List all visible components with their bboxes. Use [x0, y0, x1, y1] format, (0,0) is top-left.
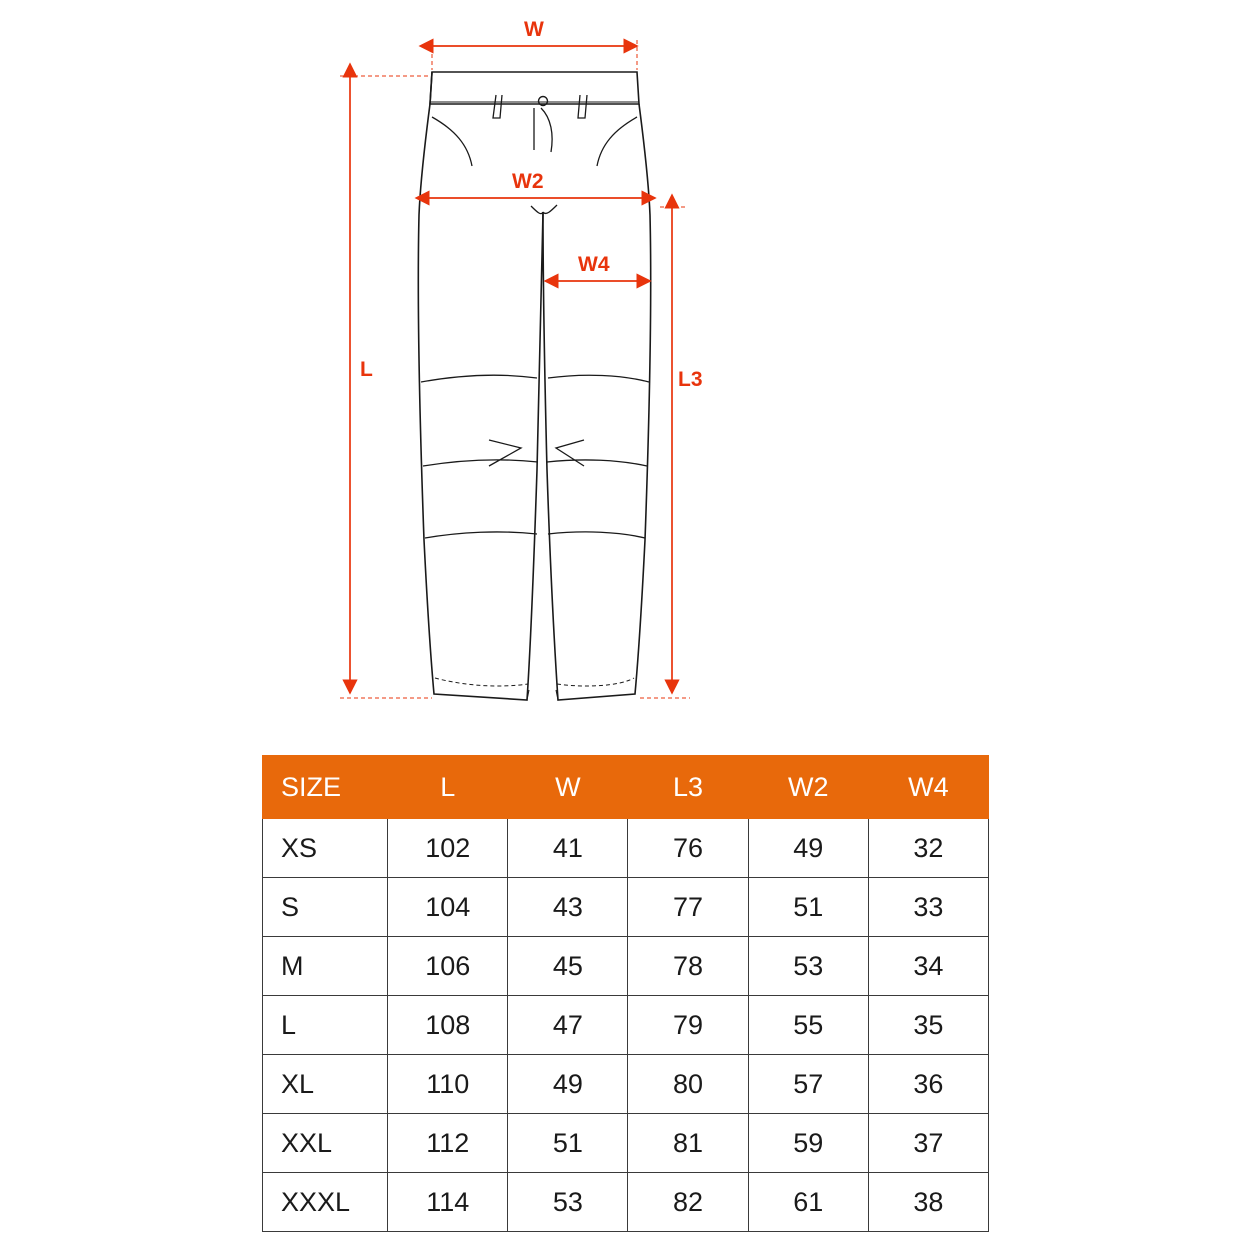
- table-row: [263, 1114, 989, 1173]
- dimension-label-w2: W2: [512, 170, 544, 193]
- cell-w: 49: [508, 1055, 628, 1114]
- cell-size: L: [263, 996, 388, 1055]
- column-header-w: W: [508, 756, 628, 819]
- cell-w4: 34: [868, 937, 988, 996]
- cell-l: 106: [388, 937, 508, 996]
- cell-w: 53: [508, 1173, 628, 1232]
- cell-size: XXL: [263, 1114, 388, 1173]
- cell-w: 43: [508, 878, 628, 937]
- cell-w2: 57: [748, 1055, 868, 1114]
- table-header-row: [263, 756, 989, 819]
- cell-w: 45: [508, 937, 628, 996]
- column-header-size: SIZE: [263, 756, 388, 819]
- table-row: [263, 1173, 989, 1232]
- size-table-container: [262, 755, 989, 1232]
- column-header-w4: W4: [868, 756, 988, 819]
- dimension-label-l3: L3: [678, 368, 703, 391]
- cell-w2: 59: [748, 1114, 868, 1173]
- cell-w2: 51: [748, 878, 868, 937]
- cell-w4: 37: [868, 1114, 988, 1173]
- cell-w2: 55: [748, 996, 868, 1055]
- cell-l: 102: [388, 819, 508, 878]
- cell-w2: 61: [748, 1173, 868, 1232]
- dimension-label-w4: W4: [578, 253, 610, 276]
- cell-size: XS: [263, 819, 388, 878]
- cell-w: 41: [508, 819, 628, 878]
- dimension-lines: [340, 40, 690, 698]
- cell-w2: 53: [748, 937, 868, 996]
- column-header-l: L: [388, 756, 508, 819]
- cell-l3: 82: [628, 1173, 748, 1232]
- cell-w4: 33: [868, 878, 988, 937]
- cell-w: 47: [508, 996, 628, 1055]
- cell-w4: 38: [868, 1173, 988, 1232]
- cell-l: 112: [388, 1114, 508, 1173]
- cell-size: M: [263, 937, 388, 996]
- cell-l: 114: [388, 1173, 508, 1232]
- table-row: [263, 878, 989, 937]
- size-chart-table: [262, 755, 989, 1232]
- cell-size: XL: [263, 1055, 388, 1114]
- cell-l3: 77: [628, 878, 748, 937]
- dimension-label-w: W: [524, 18, 544, 41]
- table-row: [263, 819, 989, 878]
- table-row: [263, 996, 989, 1055]
- cell-l3: 79: [628, 996, 748, 1055]
- table-row: [263, 937, 989, 996]
- cell-l3: 76: [628, 819, 748, 878]
- cell-l3: 80: [628, 1055, 748, 1114]
- cell-size: S: [263, 878, 388, 937]
- cell-l: 108: [388, 996, 508, 1055]
- cell-l: 110: [388, 1055, 508, 1114]
- cell-w4: 36: [868, 1055, 988, 1114]
- column-header-w2: W2: [748, 756, 868, 819]
- cell-l3: 78: [628, 937, 748, 996]
- cell-size: XXXL: [263, 1173, 388, 1232]
- cell-w2: 49: [748, 819, 868, 878]
- cell-w4: 35: [868, 996, 988, 1055]
- column-header-l3: L3: [628, 756, 748, 819]
- cell-l: 104: [388, 878, 508, 937]
- table-row: [263, 1055, 989, 1114]
- cell-l3: 81: [628, 1114, 748, 1173]
- trousers-outline: [418, 72, 650, 700]
- cell-w4: 32: [868, 819, 988, 878]
- dimension-label-l: L: [360, 358, 373, 381]
- cell-w: 51: [508, 1114, 628, 1173]
